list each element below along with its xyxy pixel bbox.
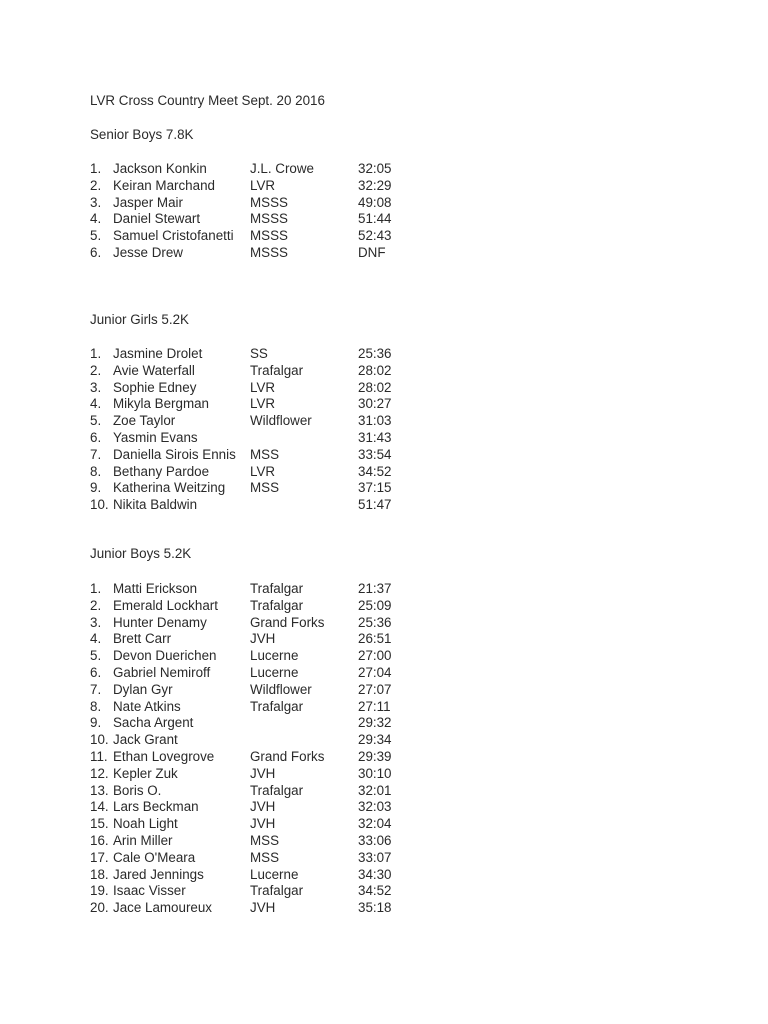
result-row [90,395,430,412]
race-heading: Senior Boys 7.8K [90,127,194,142]
result-row [90,681,430,698]
result-time: 32:05 [358,161,392,176]
result-row [90,849,430,866]
result-row [90,210,430,227]
result-time: 49:08 [358,194,392,210]
result-name: Dylan Gyr [113,681,173,697]
result-place: 5. [90,413,102,429]
result-name: Cale O'Meara [113,849,196,865]
result-team: Trafalgar [250,581,304,596]
result-time: 33:06 [358,833,392,848]
result-place: 10. [90,497,109,513]
result-row [90,630,430,647]
result-time: 29:39 [358,749,392,764]
result-place: 12. [90,765,109,781]
result-place: 8. [90,463,102,479]
result-time: 35:18 [358,900,392,916]
result-place: 6. [90,245,102,260]
result-name: Gabriel Nemiroff [113,665,211,680]
result-time: 33:07 [358,849,392,865]
result-team: Trafalgar [250,698,304,714]
result-row [90,882,430,899]
result-row [90,463,430,480]
result-row [90,194,430,211]
result-time: 28:02 [358,362,392,378]
result-place: 16. [90,833,109,848]
result-row [90,227,430,244]
result-team: LVR [250,379,276,395]
result-place: 6. [90,430,102,445]
result-place: 7. [90,446,102,462]
result-place: 3. [90,194,102,210]
result-time: 37:15 [358,480,392,496]
result-row [90,412,430,429]
result-place: 5. [90,648,102,664]
result-name: Zoe Taylor [113,413,176,429]
result-row [90,815,430,832]
result-team: LVR [250,396,276,412]
result-team: MSSS [250,211,288,227]
result-team: JVH [250,631,276,647]
result-team: Lucerne [250,648,299,664]
result-name: Katherina Weitzing [113,480,226,496]
result-time: 34:30 [358,866,392,882]
result-time: 30:27 [358,396,392,412]
result-team: Trafalgar [250,362,304,378]
result-team: JVH [250,765,276,781]
result-place: 6. [90,665,102,680]
result-row [90,362,430,379]
result-team: LVR [250,177,276,193]
result-time: 51:44 [358,211,392,227]
result-row [90,832,430,849]
result-team: Wildflower [250,413,312,429]
result-name: Arin Miller [113,833,173,848]
result-time: 32:03 [358,799,392,815]
result-team: Trafalgar [250,597,304,613]
result-time: 31:03 [358,413,392,429]
result-name: Daniel Stewart [113,211,201,227]
result-row [90,479,430,496]
result-name: Daniella Sirois Ennis [113,446,236,462]
result-team: MSSS [250,245,288,260]
result-time: 27:04 [358,665,392,680]
result-row [90,782,430,799]
result-team: MSS [250,446,280,462]
result-time: 34:52 [358,463,392,479]
result-place: 1. [90,161,102,176]
result-name: Jasper Mair [113,194,183,210]
result-team: Grand Forks [250,749,325,764]
result-time: 31:43 [358,430,392,445]
document-title: LVR Cross Country Meet Sept. 20 2016 [90,93,325,108]
result-team: JVH [250,816,276,832]
result-time: 21:37 [358,581,392,596]
race-heading: Junior Boys 5.2K [90,546,192,561]
result-name: Noah Light [113,816,178,832]
result-team: MSS [250,833,280,848]
result-name: Keiran Marchand [113,177,215,193]
result-name: Matti Erickson [113,581,198,596]
result-team: MSSS [250,228,288,244]
result-row [90,664,430,681]
result-row [90,614,430,631]
result-place: 10. [90,732,109,748]
result-place: 3. [90,379,102,395]
result-row [90,379,430,396]
result-time: 33:54 [358,446,392,462]
result-place: 7. [90,681,102,697]
result-row [90,748,430,765]
result-team: SS [250,346,268,361]
result-name: Jack Grant [113,732,178,748]
result-team: LVR [250,463,276,479]
result-time: 25:36 [358,614,392,630]
result-name: Jace Lamoureux [113,900,212,916]
result-place: 13. [90,782,109,798]
result-place: 9. [90,480,102,496]
result-team: Trafalgar [250,883,304,899]
result-row [90,496,430,513]
result-team: Lucerne [250,665,299,680]
result-name: Bethany Pardoe [113,463,210,479]
result-place: 2. [90,177,102,193]
result-row [90,160,430,177]
result-place: 17. [90,849,109,865]
result-time: 32:04 [358,816,392,832]
result-place: 19. [90,883,109,899]
result-time: 52:43 [358,228,392,244]
result-row [90,714,430,731]
result-name: Brett Carr [113,631,172,647]
result-row [90,429,430,446]
result-name: Sacha Argent [113,715,194,731]
result-row [90,244,430,261]
result-team: Grand Forks [250,614,325,630]
result-name: Jackson Konkin [113,161,207,176]
result-name: Nate Atkins [113,698,181,714]
result-team: Lucerne [250,866,299,882]
result-place: 8. [90,698,102,714]
result-time: 28:02 [358,379,392,395]
result-time: 26:51 [358,631,392,647]
result-place: 4. [90,631,102,647]
result-row [90,866,430,883]
result-team: J.L. Crowe [250,161,314,176]
result-row [90,580,430,597]
result-time: 34:52 [358,883,392,899]
result-name: Avie Waterfall [113,362,195,378]
result-row [90,177,430,194]
result-team: Wildflower [250,681,312,697]
result-time: 25:36 [358,346,392,361]
result-time: 51:47 [358,497,392,513]
result-row [90,798,430,815]
result-name: Lars Beckman [113,799,199,815]
result-row [90,446,430,463]
result-place: 15. [90,816,109,832]
result-team: MSS [250,480,280,496]
result-team: JVH [250,900,276,916]
result-row [90,345,430,362]
result-name: Boris O. [113,782,162,798]
result-time: 29:34 [358,732,392,748]
result-place: 1. [90,581,102,596]
result-name: Samuel Cristofanetti [113,228,234,244]
race-heading: Junior Girls 5.2K [90,312,189,327]
result-place: 5. [90,228,102,244]
result-time: 27:00 [358,648,392,664]
result-name: Kepler Zuk [113,765,178,781]
result-place: 1. [90,346,102,361]
result-time: DNF [358,245,386,260]
result-time: 25:09 [358,597,392,613]
result-team: MSSS [250,194,288,210]
result-name: Hunter Denamy [113,614,207,630]
result-time: 27:07 [358,681,392,697]
result-place: 2. [90,597,102,613]
result-place: 14. [90,799,109,815]
result-time: 27:11 [358,698,391,714]
result-place: 20. [90,900,109,916]
result-place: 4. [90,396,102,412]
result-team: MSS [250,849,280,865]
result-name: Jasmine Drolet [113,346,203,361]
result-row [90,765,430,782]
result-name: Isaac Visser [113,883,186,899]
result-name: Jared Jennings [113,866,204,882]
result-place: 4. [90,211,102,227]
result-place: 11. [90,749,108,764]
result-row [90,731,430,748]
result-row [90,899,430,916]
result-time: 30:10 [358,765,392,781]
result-name: Nikita Baldwin [113,497,198,513]
result-time: 32:29 [358,177,392,193]
result-row [90,647,430,664]
result-name: Devon Duerichen [113,648,217,664]
result-team: JVH [250,799,276,815]
result-name: Emerald Lockhart [113,597,218,613]
result-team: Trafalgar [250,782,304,798]
result-place: 3. [90,614,102,630]
result-row [90,597,430,614]
result-place: 2. [90,362,102,378]
result-row [90,698,430,715]
result-name: Mikyla Bergman [113,396,209,412]
result-place: 9. [90,715,102,731]
result-time: 29:32 [358,715,392,731]
result-time: 32:01 [358,782,392,798]
result-name: Jesse Drew [113,245,183,260]
result-name: Sophie Edney [113,379,197,395]
result-name: Yasmin Evans [113,430,198,445]
result-place: 18. [90,866,109,882]
result-name: Ethan Lovegrove [113,749,215,764]
